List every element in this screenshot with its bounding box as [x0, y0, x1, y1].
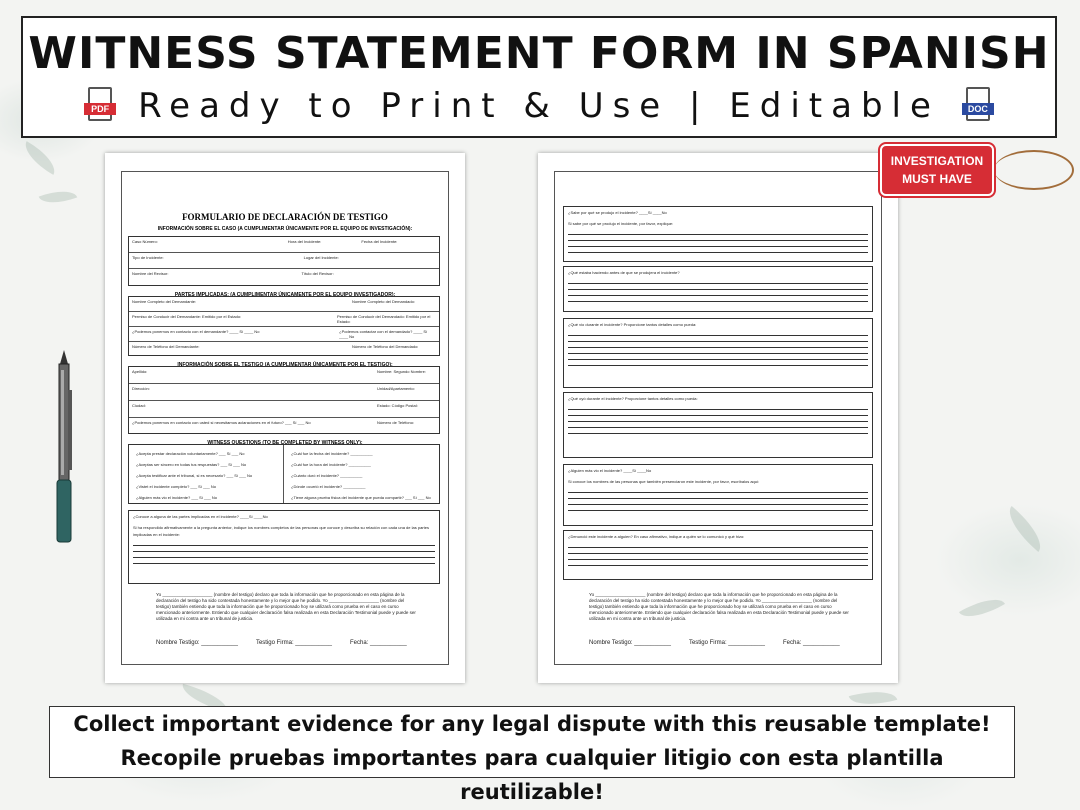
table-row: Ciudad: Estado: Código Postal: [129, 401, 439, 418]
table-row: Apellido: Nombre: Segundo Nombre: [129, 367, 439, 384]
table-row: Tipo de Incidente: Lugar del Incidente: [129, 253, 439, 269]
bottom-banner [49, 706, 1015, 804]
tagline-english: Collect important evidence for any legal dispute with this reusable template! [73, 712, 991, 736]
acquaintance-question-box: ¿Conoce a alguna de las partes implicadas en el incidente? ____Sí ____No Si ha respondido afirmativamente a la pregunta anterior, indique los nombres completos de las personas que conoce y describa su relación con cada una de las partes implicadas en el incidente: [128, 510, 440, 584]
leaf-decoration [19, 141, 62, 175]
table-row: ¿Podemos ponernos en contacto con el demandante? ____ Sí ____ No ¿Podemos contactar con el demandado? ____ Sí ____ No [129, 327, 439, 342]
declaration-text: Yo ____________________ (nombre del testigo) declaro que toda la información que he proporcionado en esta página de la declaración del testigo ha sido contestada honestamente y lo mejor que he podido. Yo ____________________ (nombre del testigo) también entiendo que toda la información que he proporcionado hoy se utilizará como prueba en el caso en curso mencionado anteriormente. Entiendo que cualquier declaración falsa realizada en esta Declaración Testimonial puede y puede ser utilizada en mi contra ante un tribunal de justicia. [589, 592, 849, 621]
tag-string-icon [994, 150, 1074, 190]
question-box: ¿Qué estaba haciendo antes de que se produjera el incidente? [563, 266, 873, 312]
title-banner [21, 16, 1057, 138]
signature-line: Nombre Testigo: ___________ Testigo Firma: ___________ Fecha: ___________ [156, 640, 407, 646]
question-box: ¿Sabe por qué se produjo el incidente? ____Sí ____No Si sabe por qué se produjo el incidente, por favor, explique: [563, 206, 873, 262]
section-heading: WITNESS QUESTIONS (TO BE COMPLETED BY WITNESS ONLY): [207, 440, 363, 446]
witness-questions-table: ¿Acepta prestar declaración voluntariamente? ___ Sí ___ No ¿Aceptas ser sincero en todas tus respuestas? ___ Sí ___ No ¿Acepta testificar ante el tribunal, si es necesario? ___ Sí ___ No ¿Vistet el incidente completo? ___ Sí ___ No ¿Alguien más vio el incidente? ___ Sí ___ No ¿Cuál fue la fecha del incidente? __________ ¿Cuál fue la hora del incidente? __________ ¿Cuánto duró el incidente? __________ ¿Dónde ocurrió el incidente? __________ ¿Tiene alguna prueba física del incidente que pueda compartir? ___ Sí ___ No [128, 444, 440, 504]
tagline-spanish: Recopile pruebas importantes para cualquier litigio con esta plantilla reutilizable! [120, 746, 944, 804]
leaf-decoration [959, 590, 1005, 626]
question-box: ¿Qué oyó durante el incidente? Proporcione tantos detalles como pueda: [563, 392, 873, 458]
table-row: ¿Podemos ponernos en contacto con usted si necesitamos aclaraciones en el futuro? ___ Sí ___ No Número de Teléfono: [132, 420, 415, 425]
form-page-1 [105, 153, 465, 683]
form-title: FORMULARIO DE DECLARACIÓN DE TESTIGO [182, 212, 388, 222]
section-heading: INFORMACIÓN SOBRE EL TESTIGO (A CUMPLIMENTAR ÚNICAMENTE POR EL TESTIGO): [177, 362, 393, 368]
section-heading: INFORMACIÓN SOBRE EL CASO (A CUMPLIMENTAR ÚNICAMENTE POR EL EQUIPO DE INVESTIGACIÓN): [157, 226, 413, 232]
declaration-text: Yo ____________________ (nombre del testigo) declaro que toda la información que he proporcionado en esta página de la declaración del testigo ha sido contestada honestamente y lo mejor que he podido. Yo ____________________ (nombre del testigo) también entiendo que toda la información que he proporcionado hoy se utilizará como prueba en el caso en curso mencionado anteriormente. Entiendo que cualquier declaración falsa realizada en esta Declaración Testimonial puede y puede ser utilizada en mi contra ante un tribunal de justicia. [156, 592, 416, 621]
question-box: ¿Alguien más vio el incidente? ____Sí ____No Si conoce los nombres de las personas que también presenciaron este incidente, por favor, escríbalos aquí: [563, 464, 873, 526]
table-row: Nombre del Revisor: Título del Revisor: [132, 271, 334, 276]
table-row: Dirección: Unidad/Apartamento: [129, 384, 439, 401]
signature-line: Nombre Testigo: ___________ Testigo Firma: ___________ Fecha: ___________ [589, 640, 840, 646]
case-info-table [128, 236, 440, 286]
pdf-file-icon: PDF [84, 87, 116, 125]
leaf-decoration [39, 184, 78, 209]
section-heading: PARTES IMPLICADAS: (A CUMPLIMENTAR ÚNICAMENTE POR EL EQUIPO INVESTIGADOR): [174, 292, 396, 298]
question-box: ¿Denunció este incidente a alguien? En caso afirmativo, indique a quién se lo comunicó y qué hizo: [563, 530, 873, 580]
parties-table [128, 296, 440, 356]
subtitle: Ready to Print & Use | Editable [138, 86, 940, 126]
table-row: Permiso de Conducir del Demandante: Emitido por el Estado: Permiso de Conducir del Demandado: Emitido por el Estado: [129, 312, 439, 327]
table-row: Nombre Completo del Demandante: Nombre Completo del Demandado: [129, 297, 439, 312]
page-title: WITNESS STATEMENT FORM IN SPANISH [28, 28, 1050, 79]
table-row: Caso Número: Hora del Incidente: Fecha del Incidente: [129, 237, 439, 253]
form-page-2 [538, 153, 898, 683]
leaf-decoration [1000, 506, 1050, 552]
doc-file-icon: DOC [962, 87, 994, 125]
question-box: ¿Qué vio durante el incidente? Proporcione tantos detalles como pueda: [563, 318, 873, 388]
pen-icon [52, 350, 76, 545]
witness-info-table [128, 366, 440, 434]
investigation-badge: INVESTIGATION MUST HAVE [880, 144, 994, 196]
table-row: Número de Teléfono del Demandante: Número de Teléfono del Demandado: [132, 344, 419, 349]
